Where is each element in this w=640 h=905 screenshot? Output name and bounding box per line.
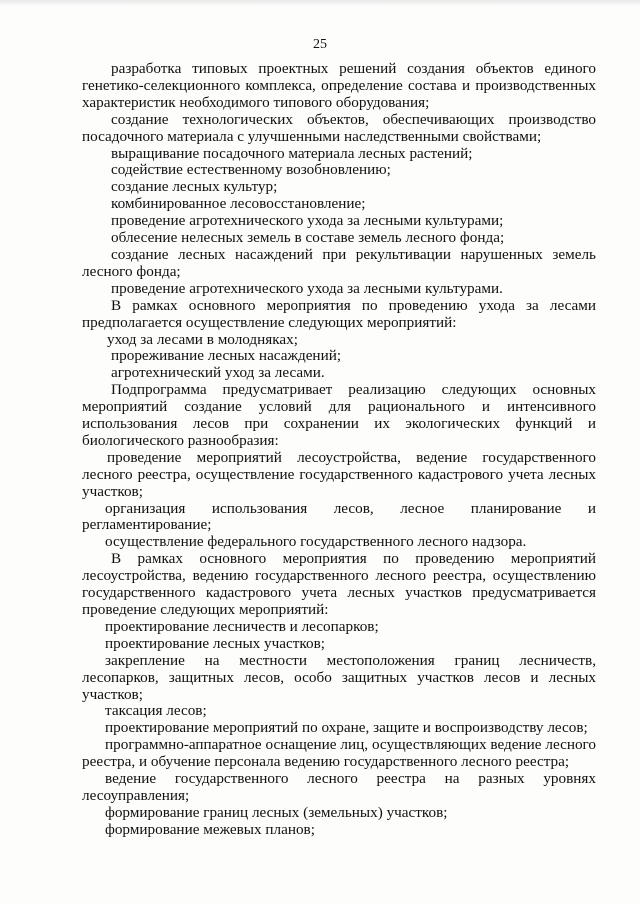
paragraph: В рамках основного мероприятия по проведению мероприятий лесоустройства, ведению государственного лесного реестра, осуществлению государственного кадастрового учета лесных участков предусматривается проведение следующих мероприятий: [82, 550, 596, 618]
paragraph: создание лесных насаждений при рекультивации нарушенных земель лесного фонда; [82, 245, 596, 280]
paragraph: таксация лесов; [105, 702, 207, 720]
paragraph: проектирование мероприятий по охране, защите и воспроизводству лесов; [105, 719, 588, 737]
paragraph: закрепление на местности местоположения границ лесничеств, лесопарков, защитных лесов, особо защитных участков лесов и лесных участков; [82, 651, 596, 703]
paragraph: проведение агротехнического ухода за лесными культурами; [111, 212, 504, 230]
paragraph: прореживание лесных насаждений; [111, 347, 342, 365]
paragraph: агротехнический уход за лесами. [111, 364, 325, 382]
paragraph: проведение мероприятий лесоустройства, ведение государственного лесного реестра, осуществление государственного кадастрового учета лесных участков; [82, 448, 596, 500]
page-number: 25 [313, 37, 327, 52]
paragraph: проектирование лесных участков; [105, 634, 325, 652]
paragraph: выращивание посадочного материала лесных растений; [111, 144, 473, 162]
paragraph: проектирование лесничеств и лесопарков; [105, 617, 379, 635]
paragraph: уход за лесами в молодняках; [107, 330, 298, 348]
paragraph: ведение государственного лесного реестра на разных уровнях лесоуправления; [82, 770, 596, 804]
paragraph: осуществление федерального государственного лесного надзора. [105, 533, 527, 551]
paragraph: Подпрограмма предусматривает реализацию следующих основных мероприятий создание условий для рационального и интенсивного использования лесов при сохранении их экологических функций и биологического разнообразия: [82, 381, 596, 449]
document-body [82, 61, 596, 839]
paragraph: организация использования лесов, лесное планирование и регламентирование; [82, 499, 596, 534]
scan-edge [0, 0, 640, 6]
paragraph: В рамках основного мероприятия по проведению ухода за лесами предполагается осуществление следующих мероприятий: [82, 296, 596, 331]
paragraph: формирование межевых планов; [105, 820, 315, 838]
paragraph: разработка типовых проектных решений создания объектов единого генетико-селекционного комплекса, определение состава и производственных характеристик необходимого типового оборудования; [82, 60, 596, 111]
paragraph: содействие естественному возобновлению; [111, 161, 391, 179]
paragraph: программно-аппаратное оснащение лиц, осуществляющих ведение лесного реестра, и обучение персонала ведению государственного лесного реестра; [82, 736, 596, 771]
paragraph: формирование границ лесных (земельных) участков; [105, 803, 448, 821]
paragraph: проведение агротехнического ухода за лесными культурами. [111, 279, 503, 297]
paragraph: создание лесных культур; [111, 178, 278, 196]
paragraph: создание технологических объектов, обеспечивающих производство посадочного материала с улучшенными наследственными свойствами; [82, 110, 596, 145]
paragraph: комбинированное лесовосстановление; [111, 195, 366, 213]
paragraph: облесение нелесных земель в составе земель лесного фонда; [111, 229, 505, 247]
